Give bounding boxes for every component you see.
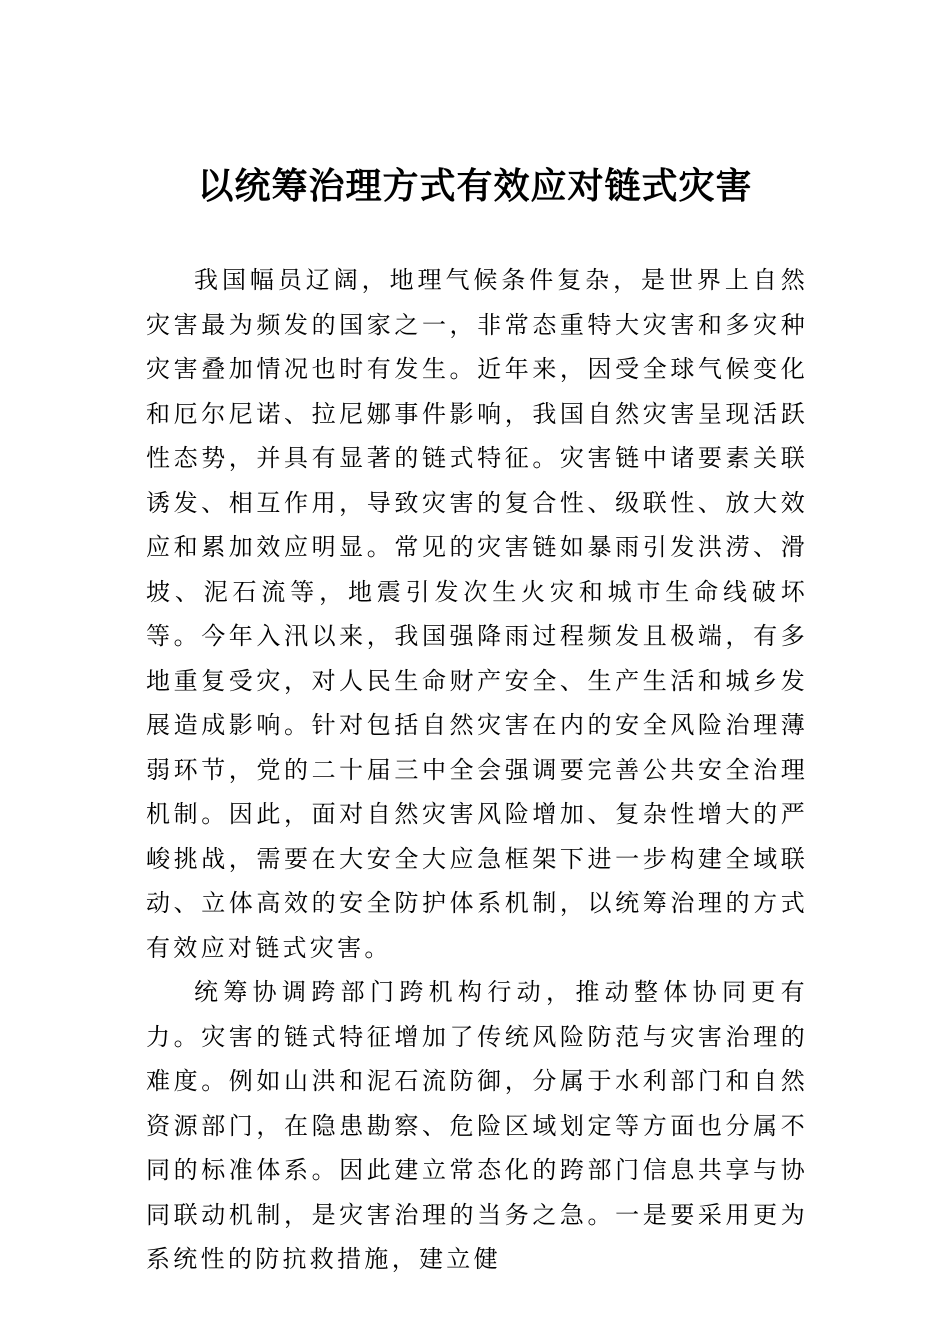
document-title: 以统筹治理方式有效应对链式灾害 — [197, 165, 753, 207]
document-body — [146, 258, 808, 1282]
paragraph-1: 我国幅员辽阔，地理气候条件复杂，是世界上自然灾害最为频发的国家之一，非常态重特大灾害和多灾种灾害叠加情况也时有发生。近年来，因受全球气候变化和厄尔尼诺、拉尼娜事件影响，我国自然灾害呈现活跃性态势，并具有显著的链式特征。灾害链中诸要素关联诱发、相互作用，导致灾害的复合性、级联性、放大效应和累加效应明显。常见的灾害链如暴雨引发洪涝、滑坡、泥石流等，地震引发次生火灾和城市生命线破坏等。今年入汛以来，我国强降雨过程频发且极端，有多地重复受灾，对人民生命财产安全、生产生活和城乡发展造成影响。针对包括自然灾害在内的安全风险治理薄弱环节，党的二十届三中全会强调要完善公共安全治理机制。因此，面对自然灾害风险增加、复杂性增大的严峻挑战，需要在大安全大应急框架下进一步构建全域联动、立体高效的安全防护体系机制，以统筹治理的方式有效应对链式灾害。 — [146, 266, 808, 962]
paragraph-2: 统筹协调跨部门跨机构行动，推动整体协同更有力。灾害的链式特征增加了传统风险防范与灾害治理的难度。例如山洪和泥石流防御，分属于水利部门和自然资源部门，在隐患勘察、危险区域划定等方面也分属不同的标准体系。因此建立常态化的跨部门信息共享与协同联动机制，是灾害治理的当务之急。一是要采用更为系统性的防抗救措施，建立健 — [146, 978, 808, 1273]
